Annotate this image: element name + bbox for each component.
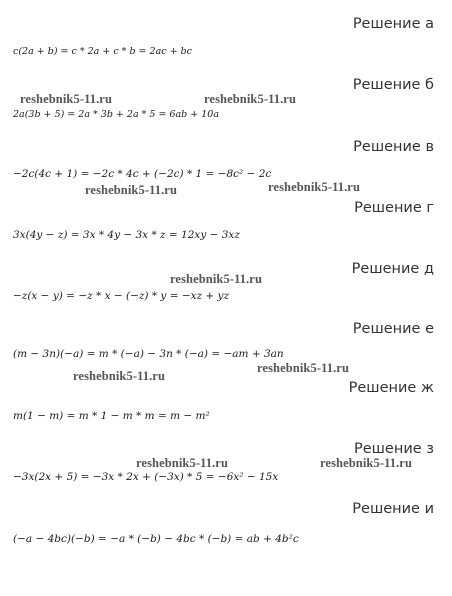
solution-d-heading: Решение г (354, 200, 434, 216)
watermark: reshebnik5-11.ru (320, 456, 413, 470)
watermark: reshebnik5-11.ru (136, 456, 229, 470)
watermark: reshebnik5-11.ru (170, 272, 263, 286)
solution-h-formula: −3x(2x + 5) = −3x * 2x + (−3x) * 5 = −6x² − 15x (13, 471, 279, 483)
solution-e-heading: Решение д (351, 261, 434, 277)
solution-e-formula: −z(x − y) = −z * x − (−z) * y = −xz + yz (13, 290, 230, 302)
solution-c-formula: −2c(4c + 1) = −2c * 4c + (−2c) * 1 = −8c² − 2c (13, 168, 272, 180)
solution-b-heading: Решение б (352, 77, 434, 93)
solution-g-formula: m(1 − m) = m * 1 − m * m = m − m² (13, 410, 210, 422)
watermark: reshebnik5-11.ru (85, 183, 178, 197)
solution-a-formula: c(2a + b) = c * 2a + c * b = 2ac + bc (13, 46, 192, 57)
watermark: reshebnik5-11.ru (257, 361, 350, 375)
watermark: reshebnik5-11.ru (268, 180, 361, 194)
solution-i-formula: (−a − 4bc)(−b) = −a * (−b) − 4bc * (−b) = ab + 4b²c (13, 533, 299, 545)
watermark: reshebnik5-11.ru (20, 92, 113, 106)
solution-h-heading: Решение з (354, 441, 434, 457)
solution-c-heading: Решение в (353, 139, 434, 155)
solution-a-heading: Решение а (352, 16, 434, 32)
solution-i-heading: Решение и (352, 501, 434, 517)
watermark: reshebnik5-11.ru (73, 369, 166, 383)
solution-b-formula: 2a(3b + 5) = 2a * 3b + 2a * 5 = 6ab + 10a (13, 109, 219, 120)
solution-f-formula: (m − 3n)(−a) = m * (−a) − 3n * (−a) = −am + 3an (13, 348, 284, 360)
solution-d-formula: 3x(4y − z) = 3x * 4y − 3x * z = 12xy − 3xz (13, 229, 240, 241)
watermark: reshebnik5-11.ru (204, 92, 297, 106)
solution-g-heading: Решение ж (348, 380, 434, 396)
solution-f-heading: Решение е (352, 321, 434, 337)
